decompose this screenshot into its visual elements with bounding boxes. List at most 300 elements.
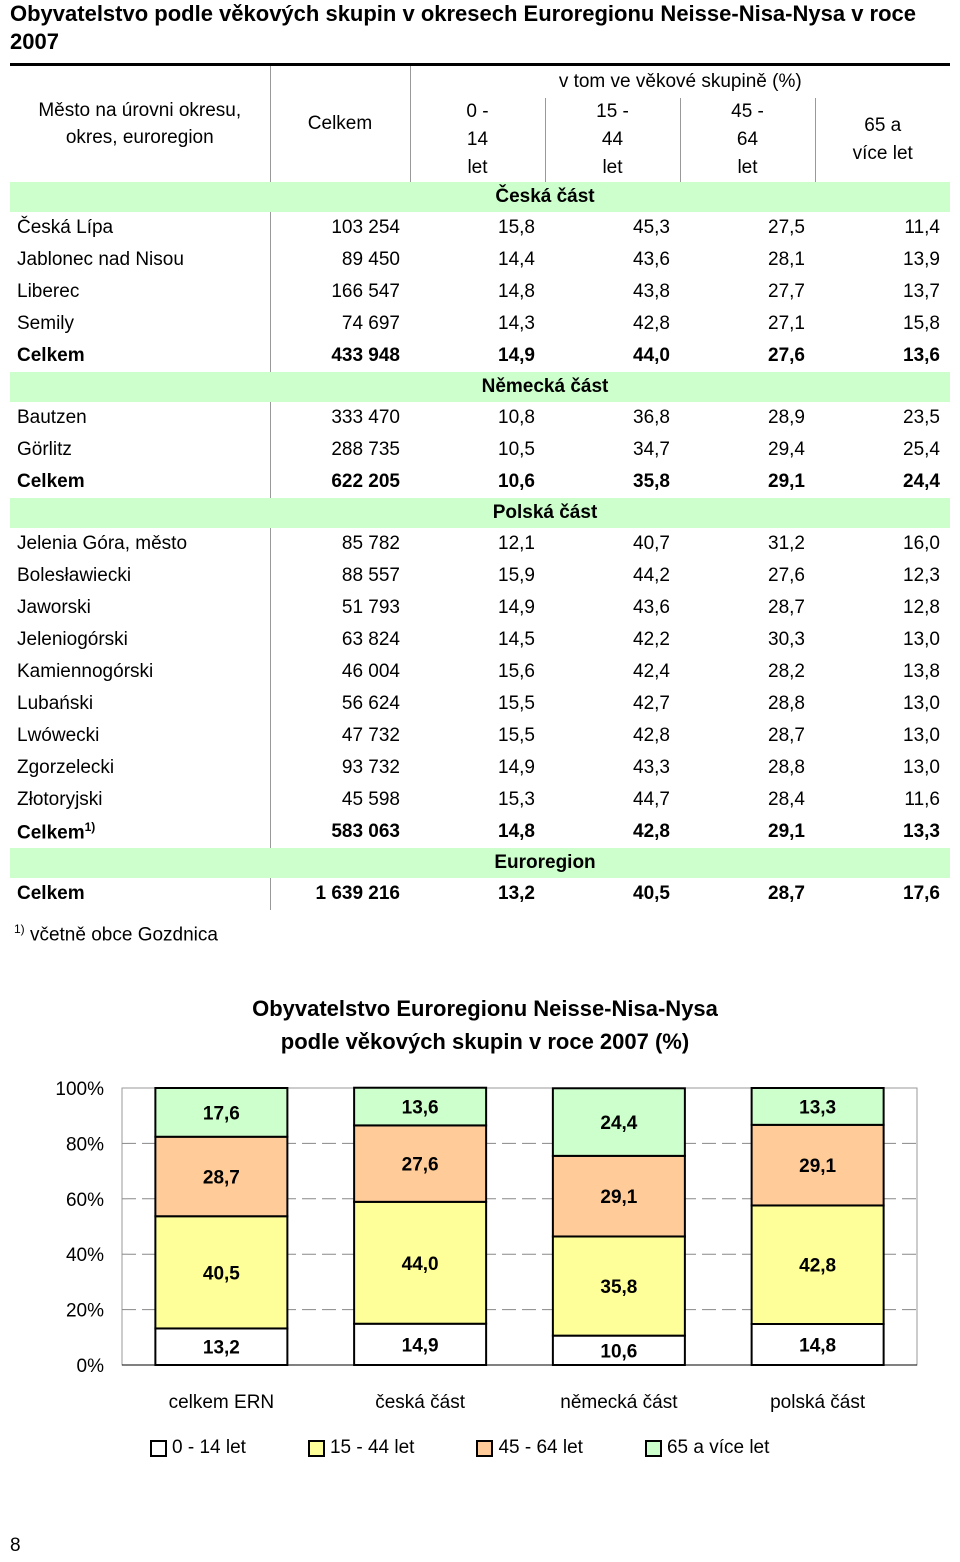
- bar-data-label: 27,6: [401, 1154, 439, 1176]
- cell-value: [815, 340, 950, 372]
- cell-value: [410, 592, 545, 624]
- y-tick-label: 60%: [65, 1189, 104, 1211]
- cell-value-text: 36,8: [633, 407, 670, 428]
- cell-value-text: 43,3: [633, 757, 670, 778]
- chart-title-line2: podle věkových skupin v roce 2007 (%): [280, 1029, 690, 1054]
- cell-value: [410, 878, 545, 910]
- legend-label: 15 - 44 let: [329, 1437, 415, 1458]
- x-category-label: celkem ERN: [168, 1392, 275, 1413]
- cell-value-text: 27,5: [768, 217, 805, 238]
- cell-value: [270, 308, 410, 340]
- cell-value: [545, 212, 680, 244]
- cell-value-text: 51 793: [341, 597, 400, 618]
- row-label: [10, 624, 270, 656]
- cell-value: [815, 656, 950, 688]
- footnote-mark: 1): [14, 922, 25, 936]
- y-tick-label: 80%: [65, 1134, 104, 1156]
- section-label: Česká část: [495, 186, 595, 207]
- cell-value: [680, 816, 815, 848]
- cell-value-text: 103 254: [331, 217, 400, 238]
- cell-value-text: 13,7: [903, 281, 940, 302]
- y-tick-label: 100%: [55, 1079, 104, 1100]
- cell-value-text: 29,4: [768, 439, 805, 460]
- cell-value: [270, 212, 410, 244]
- cell-value: [680, 244, 815, 276]
- footnote: [14, 922, 218, 946]
- row-label-text: Zgorzelecki: [17, 757, 115, 778]
- cell-value-text: 28,1: [768, 249, 805, 270]
- bar-data-label: 28,7: [202, 1167, 240, 1189]
- y-tick-label: 40%: [65, 1245, 104, 1267]
- section-header: [10, 182, 950, 212]
- cell-value: [815, 816, 950, 848]
- cell-value-text: 288 735: [331, 439, 400, 460]
- cell-value: [815, 688, 950, 720]
- cell-value: [680, 466, 815, 498]
- cell-value: [410, 624, 545, 656]
- cell-value: [680, 308, 815, 340]
- cell-value: [815, 752, 950, 784]
- cell-value: [815, 276, 950, 308]
- cell-value-text: 15,9: [498, 565, 535, 586]
- cell-value-text: 13,2: [498, 883, 535, 904]
- cell-value: [270, 624, 410, 656]
- table-row: [10, 402, 950, 434]
- row-label: [10, 592, 270, 624]
- cell-value-text: 27,7: [768, 281, 805, 302]
- cell-value-text: 622 205: [331, 471, 400, 492]
- cell-value-text: 16,0: [903, 533, 940, 554]
- table-total-row: [10, 878, 950, 910]
- cell-value: [545, 340, 680, 372]
- table-row: [10, 592, 950, 624]
- legend-label: 45 - 64 let: [498, 1437, 583, 1458]
- cell-value: [680, 276, 815, 308]
- cell-value: [815, 560, 950, 592]
- x-category-label: polská část: [770, 1392, 866, 1413]
- bar-data-label: 42,8: [799, 1255, 837, 1277]
- section-label-cell: [410, 372, 950, 402]
- cell-value-text: 35,8: [633, 471, 670, 492]
- cell-value-text: 42,8: [633, 725, 670, 746]
- cell-value: [815, 212, 950, 244]
- cell-value: [410, 720, 545, 752]
- cell-value: [815, 784, 950, 816]
- table-total-row: [10, 816, 950, 848]
- cell-value: [680, 784, 815, 816]
- table-total-row: [10, 466, 950, 498]
- cell-value: [410, 752, 545, 784]
- chart-title-line1: Obyvatelstvo Euroregionu Neisse-Nisa-Nysa: [252, 996, 718, 1021]
- section-header: [10, 498, 950, 528]
- row-label: [10, 688, 270, 720]
- row-label: [10, 434, 270, 466]
- table-row: [10, 752, 950, 784]
- cell-value-text: 31,2: [768, 533, 805, 554]
- cell-value-text: 15,8: [903, 313, 940, 334]
- section-label-cell: [410, 498, 950, 528]
- cell-value: [270, 720, 410, 752]
- row-label-text: Lubański: [17, 693, 94, 714]
- cell-value: [545, 624, 680, 656]
- cell-value-text: 42,8: [633, 313, 670, 334]
- cell-value-text: 14,4: [498, 249, 535, 270]
- legend-item: [476, 1437, 583, 1459]
- cell-value-text: 10,6: [498, 471, 535, 492]
- cell-value: [545, 528, 680, 560]
- cell-value: [545, 244, 680, 276]
- row-label: [10, 276, 270, 308]
- cell-value-text: 27,6: [768, 345, 805, 366]
- cell-value-text: 13,0: [903, 725, 940, 746]
- cell-value-text: 40,5: [633, 883, 670, 904]
- legend-swatch: [150, 1440, 167, 1457]
- cell-value-text: 93 732: [341, 757, 400, 778]
- cell-value-text: 13,9: [903, 249, 940, 270]
- cell-value: [815, 434, 950, 466]
- cell-value-text: 29,1: [768, 471, 805, 492]
- row-label: [10, 784, 270, 816]
- cell-value: [270, 276, 410, 308]
- legend-swatch: [308, 1440, 325, 1457]
- cell-value: [410, 340, 545, 372]
- cell-value-text: 89 450: [341, 249, 400, 270]
- row-label: [10, 560, 270, 592]
- cell-value: [680, 560, 815, 592]
- cell-value-text: 28,2: [768, 661, 805, 682]
- bar-data-label: 17,6: [202, 1103, 240, 1125]
- cell-value: [410, 402, 545, 434]
- cell-value: [680, 340, 815, 372]
- cell-value-text: 14,8: [498, 281, 535, 302]
- cell-value-text: 15,3: [498, 789, 535, 810]
- cell-value: [815, 466, 950, 498]
- cell-value-text: 13,8: [903, 661, 940, 682]
- table-row: [10, 212, 950, 244]
- legend-item: [150, 1437, 246, 1459]
- row-label-text: Celkem: [17, 345, 85, 366]
- cell-value: [410, 276, 545, 308]
- cell-value-text: 42,2: [633, 629, 670, 650]
- cell-value: [545, 688, 680, 720]
- table-row: [10, 624, 950, 656]
- cell-value-text: 433 948: [331, 345, 400, 366]
- cell-value: [545, 816, 680, 848]
- row-label-text: Złotoryjski: [17, 789, 103, 810]
- cell-value: [680, 624, 815, 656]
- table-row: [10, 560, 950, 592]
- cell-value: [680, 592, 815, 624]
- cell-value-text: 44,7: [633, 789, 670, 810]
- cell-value: [545, 784, 680, 816]
- section-label: Německá část: [481, 376, 609, 397]
- row-label: [10, 308, 270, 340]
- cell-value: [545, 752, 680, 784]
- cell-value-text: 10,5: [498, 439, 535, 460]
- table-row: [10, 784, 950, 816]
- cell-value: [815, 402, 950, 434]
- cell-value: [680, 656, 815, 688]
- cell-value-text: 44,0: [633, 345, 670, 366]
- cell-value-text: 14,3: [498, 313, 535, 334]
- page-number: 8: [10, 1535, 21, 1556]
- cell-value-text: 14,9: [498, 757, 535, 778]
- table-total-row: [10, 340, 950, 372]
- cell-value: [545, 276, 680, 308]
- bar-data-label: 14,9: [401, 1335, 439, 1357]
- cell-value-text: 30,3: [768, 629, 805, 650]
- header-group: v tom ve věkové skupině (%): [410, 66, 950, 98]
- row-label-text: Liberec: [17, 281, 80, 302]
- cell-value: [815, 720, 950, 752]
- bar-data-label: 13,2: [202, 1337, 240, 1359]
- cell-value: [815, 244, 950, 276]
- cell-value: [815, 528, 950, 560]
- legend-item: [645, 1437, 769, 1459]
- cell-value-text: 27,6: [768, 565, 805, 586]
- cell-value-text: 12,3: [903, 565, 940, 586]
- cell-value: [270, 656, 410, 688]
- table-row: [10, 720, 950, 752]
- cell-value-text: 17,6: [903, 883, 940, 904]
- section-label-cell: [410, 182, 950, 212]
- header-age-45-64: 45 - 64 let: [680, 98, 815, 182]
- section-blank: [10, 182, 410, 212]
- table-row: [10, 528, 950, 560]
- cell-value: [815, 592, 950, 624]
- cell-value: [545, 656, 680, 688]
- cell-value: [270, 878, 410, 910]
- chart-title: [180, 992, 790, 1058]
- legend-swatch: [645, 1440, 662, 1457]
- row-label-text: Jeleniogórski: [17, 629, 128, 650]
- cell-value-text: 15,5: [498, 725, 535, 746]
- cell-value-text: 12,1: [498, 533, 535, 554]
- cell-value-text: 14,8: [498, 821, 535, 842]
- cell-value-text: 15,8: [498, 217, 535, 238]
- cell-value-text: 13,0: [903, 693, 940, 714]
- cell-value-text: 28,9: [768, 407, 805, 428]
- cell-value: [680, 434, 815, 466]
- cell-value: [270, 244, 410, 276]
- table-row: [10, 308, 950, 340]
- cell-value: [410, 466, 545, 498]
- cell-value-text: 56 624: [341, 693, 400, 714]
- cell-value-text: 10,8: [498, 407, 535, 428]
- cell-value: [545, 308, 680, 340]
- cell-value-text: 14,9: [498, 345, 535, 366]
- cell-value-text: 28,7: [768, 725, 805, 746]
- header-age-65-plus: 65 a více let: [815, 98, 950, 182]
- row-label-text: Jablonec nad Nisou: [17, 249, 184, 270]
- cell-value: [410, 784, 545, 816]
- row-label-text: Bolesławiecki: [17, 565, 132, 586]
- cell-value-text: 333 470: [331, 407, 400, 428]
- population-table: [10, 66, 950, 910]
- row-label-text: Celkem: [17, 883, 85, 904]
- row-label: [10, 720, 270, 752]
- cell-value-text: 28,7: [768, 597, 805, 618]
- cell-value: [545, 434, 680, 466]
- table-row: [10, 244, 950, 276]
- cell-value: [270, 816, 410, 848]
- bar-data-label: 10,6: [600, 1341, 638, 1363]
- cell-value-text: 23,5: [903, 407, 940, 428]
- row-label-text: Semily: [17, 313, 75, 334]
- bar-data-label: 29,1: [799, 1156, 837, 1178]
- cell-value: [545, 878, 680, 910]
- cell-value-text: 14,5: [498, 629, 535, 650]
- legend-swatch: [476, 1440, 493, 1457]
- cell-value: [680, 528, 815, 560]
- bar-data-label: 13,6: [401, 1097, 439, 1119]
- cell-value: [815, 624, 950, 656]
- cell-value: [410, 308, 545, 340]
- cell-value: [410, 560, 545, 592]
- row-label: [10, 244, 270, 276]
- table-row: [10, 434, 950, 466]
- x-category-label: německá část: [560, 1392, 678, 1413]
- cell-value: [410, 656, 545, 688]
- cell-value-text: 27,1: [768, 313, 805, 334]
- row-label-text: Česká Lípa: [17, 217, 114, 238]
- cell-value-text: 15,5: [498, 693, 535, 714]
- cell-value: [270, 592, 410, 624]
- cell-value-text: 46 004: [341, 661, 400, 682]
- cell-value-text: 11,4: [904, 217, 940, 238]
- cell-value-text: 11,6: [904, 789, 940, 810]
- row-label: [10, 212, 270, 244]
- cell-value: [680, 752, 815, 784]
- row-label-text: Jelenia Góra, město: [17, 533, 188, 554]
- table-row: [10, 656, 950, 688]
- cell-value: [680, 720, 815, 752]
- bar-data-label: 29,1: [600, 1187, 638, 1209]
- cell-value-text: 43,6: [633, 597, 670, 618]
- cell-value-text: 24,4: [903, 471, 940, 492]
- header-col-region: Město na úrovni okresu, okres, euroregion: [10, 66, 270, 182]
- cell-value-text: 85 782: [341, 533, 400, 554]
- cell-value: [270, 340, 410, 372]
- page-title: Obyvatelstvo podle věkových skupin v okresech Euroregionu Neisse-Nisa-Nysa v roce 2007: [10, 1, 917, 54]
- legend-label: 0 - 14 let: [172, 1437, 246, 1458]
- row-label: [10, 752, 270, 784]
- cell-value: [270, 784, 410, 816]
- section-blank: [10, 372, 410, 402]
- cell-value-text: 43,6: [633, 249, 670, 270]
- row-label: [10, 466, 270, 498]
- cell-value: [410, 528, 545, 560]
- cell-value: [410, 688, 545, 720]
- cell-value: [545, 560, 680, 592]
- cell-value-text: 13,3: [903, 821, 940, 842]
- row-label-text: Kamiennogórski: [17, 661, 154, 682]
- cell-value: [815, 878, 950, 910]
- cell-value: [270, 434, 410, 466]
- x-category-label: česká část: [375, 1392, 466, 1413]
- cell-value: [545, 720, 680, 752]
- section-blank: [10, 848, 410, 878]
- cell-value-text: 166 547: [331, 281, 400, 302]
- section-blank: [10, 498, 410, 528]
- section-label: Euroregion: [494, 852, 596, 873]
- bar-data-label: 13,3: [799, 1097, 837, 1119]
- cell-value-text: 583 063: [331, 821, 400, 842]
- row-label: [10, 528, 270, 560]
- cell-value-text: 25,4: [903, 439, 940, 460]
- bar-data-label: 14,8: [799, 1335, 837, 1357]
- bar-data-label: 40,5: [202, 1263, 240, 1285]
- cell-value-text: 13,0: [903, 757, 940, 778]
- cell-value: [270, 752, 410, 784]
- cell-value: [410, 816, 545, 848]
- cell-value-text: 34,7: [633, 439, 670, 460]
- cell-value-text: 13,6: [903, 345, 940, 366]
- header-col-total: Celkem: [270, 66, 410, 182]
- section-label: Polská část: [492, 502, 598, 523]
- bar-data-label: 35,8: [600, 1277, 638, 1299]
- cell-value-text: 45,3: [633, 217, 670, 238]
- cell-value-text: 43,8: [633, 281, 670, 302]
- y-tick-label: 20%: [65, 1300, 104, 1322]
- bar-data-label: 44,0: [401, 1253, 439, 1275]
- header-age-15-44: 15 - 44 let: [545, 98, 680, 182]
- table-row: [10, 688, 950, 720]
- cell-value-text: 47 732: [341, 725, 400, 746]
- cell-value-text: 14,9: [498, 597, 535, 618]
- cell-value: [680, 212, 815, 244]
- row-label-text: Jaworski: [17, 597, 91, 618]
- table-row: [10, 276, 950, 308]
- footnote-text: včetně obce Gozdnica: [29, 924, 218, 946]
- row-label-text: Lwówecki: [17, 725, 100, 746]
- cell-value-text: 63 824: [341, 629, 400, 650]
- bar-data-label: 24,4: [600, 1113, 638, 1135]
- cell-value-text: 28,8: [768, 757, 805, 778]
- cell-value-text: 88 557: [341, 565, 400, 586]
- cell-value: [270, 402, 410, 434]
- cell-value-text: 42,4: [633, 661, 670, 682]
- cell-value: [410, 244, 545, 276]
- section-header: [10, 848, 950, 878]
- cell-value: [270, 688, 410, 720]
- cell-value: [410, 434, 545, 466]
- cell-value: [545, 402, 680, 434]
- row-label-text: Celkem: [17, 822, 85, 844]
- cell-value-text: 1 639 216: [315, 883, 400, 904]
- row-label: [10, 656, 270, 688]
- legend-label: 65 a více let: [666, 1437, 770, 1458]
- cell-value: [545, 466, 680, 498]
- cell-value: [680, 688, 815, 720]
- cell-value-text: 28,8: [768, 693, 805, 714]
- header-age-0-14: 0 - 14 let: [410, 98, 545, 182]
- row-label: [10, 402, 270, 434]
- row-label: [10, 878, 270, 910]
- cell-value: [410, 212, 545, 244]
- chart-legend: [150, 1437, 831, 1459]
- total-footnote-mark: 1): [84, 819, 96, 834]
- cell-value-text: 40,7: [633, 533, 670, 554]
- cell-value-text: 29,1: [768, 821, 805, 842]
- cell-value: [270, 560, 410, 592]
- stacked-bar-chart: [0, 1060, 960, 1430]
- y-tick-label: 0%: [76, 1356, 104, 1377]
- cell-value-text: 12,8: [903, 597, 940, 618]
- cell-value: [270, 466, 410, 498]
- row-label: [10, 340, 270, 372]
- row-label-text: Bautzen: [17, 407, 87, 428]
